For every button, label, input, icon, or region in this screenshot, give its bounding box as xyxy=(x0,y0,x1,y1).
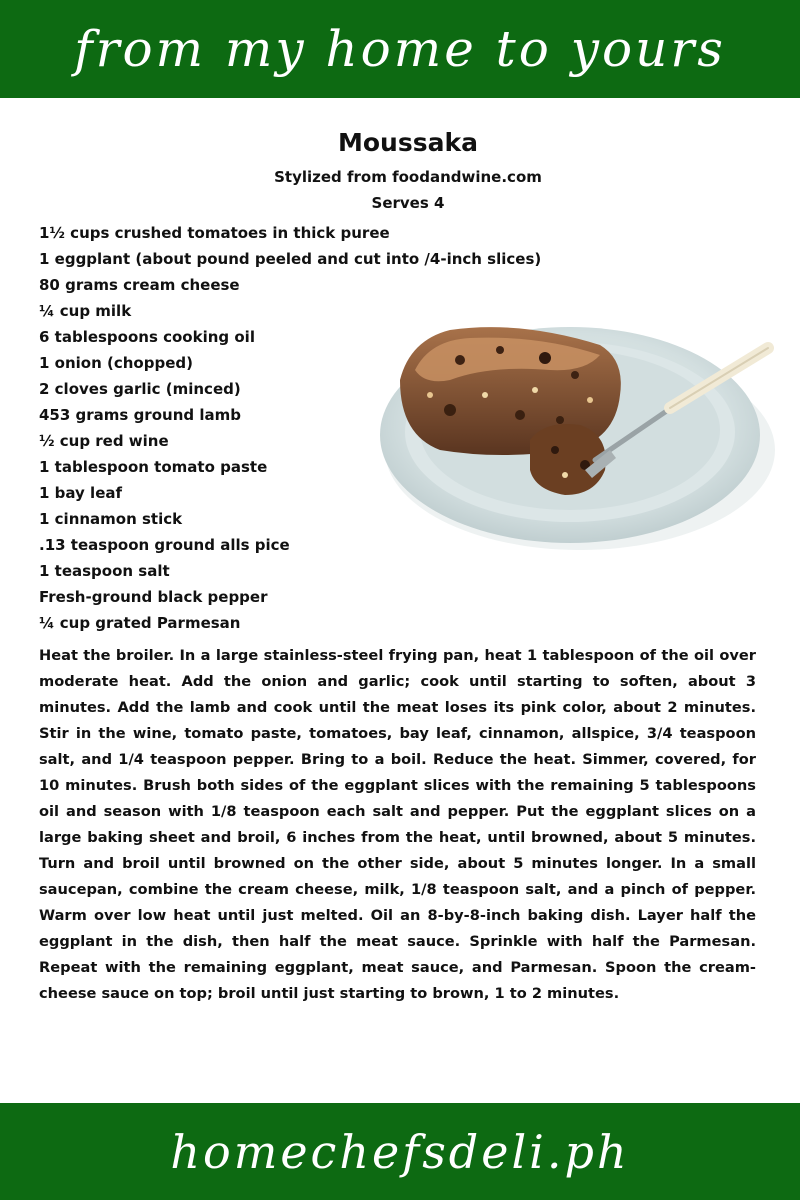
ingredient-item: 6 tablespoons cooking oil xyxy=(39,328,255,346)
ingredient-item: 1 onion (chopped) xyxy=(39,354,193,372)
ingredient-item: ¼ cup grated Parmesan xyxy=(39,614,241,632)
recipe-instructions: Heat the broiler. In a large stainless-steel frying pan, heat 1 tablespoon of the oil over moderate heat. Add the onion and garlic; cook until starting to soften, about 3 minutes. Add the lamb and cook until the meat loses its pink color, about 2 minutes. Stir in the wine, tomato paste, tomatoes, bay leaf, cinnamon, allspice, 3/4 teaspoon salt, and 1/4 teaspoon pepper. Bring to a boil. Reduce the heat. Simmer, covered, for 10 minutes. Brush both sides of the eggplant slices with the remaining 5 tablespoons oil and season with 1/8 teaspoon each salt and pepper. Put the eggplant slices on a large baking sheet and broil, 6 inches from the heat, until browned, about 5 minutes. Turn and broil until browned on the other side, about 5 minutes longer. In a small saucepan, combine the cream cheese, milk, 1/8 teaspoon salt, and a pinch of pepper. Warm over low heat until just melted. Oil an 8-by-8-inch baking dish. Layer half the eggplant in the dish, then half the meat sauce. Sprinkle with half the Parmesan. Repeat with the remaining eggplant, meat sauce, and Parmesan. Spoon the cream-cheese sauce on top; broil until just starting to brown, 1 to 2 minutes. xyxy=(39,647,756,1002)
ingredient-item: 1 eggplant (about pound peeled and cut into /4-inch slices) xyxy=(39,250,542,268)
moussaka-photo xyxy=(370,300,775,550)
ingredient-item: 453 grams ground lamb xyxy=(39,406,241,424)
footer-site: homechefsdeli.ph xyxy=(170,1124,630,1179)
ingredient-item: Fresh-ground black pepper xyxy=(39,588,268,606)
ingredient-item: 1 teaspoon salt xyxy=(39,562,170,580)
ingredient-item: 80 grams cream cheese xyxy=(39,276,240,294)
header-banner xyxy=(0,0,800,98)
recipe-title: Moussaka xyxy=(338,128,478,157)
ingredient-item: ¼ cup milk xyxy=(39,302,132,320)
recipe-serves: Serves 4 xyxy=(371,194,445,212)
recipe-source: Stylized from foodandwine.com xyxy=(274,168,542,186)
ingredient-item: 1½ cups crushed tomatoes in thick puree xyxy=(39,224,390,242)
ingredient-item: 2 cloves garlic (minced) xyxy=(39,380,241,398)
header-tagline: from my home to yours xyxy=(74,20,726,78)
ingredient-item: 1 bay leaf xyxy=(39,484,123,502)
footer-banner xyxy=(0,1103,800,1200)
ingredient-item: ½ cup red wine xyxy=(39,432,169,450)
ingredient-item: .13 teaspoon ground alls pice xyxy=(39,536,290,554)
ingredient-item: 1 cinnamon stick xyxy=(39,510,183,528)
ingredient-item: 1 tablespoon tomato paste xyxy=(39,458,268,476)
